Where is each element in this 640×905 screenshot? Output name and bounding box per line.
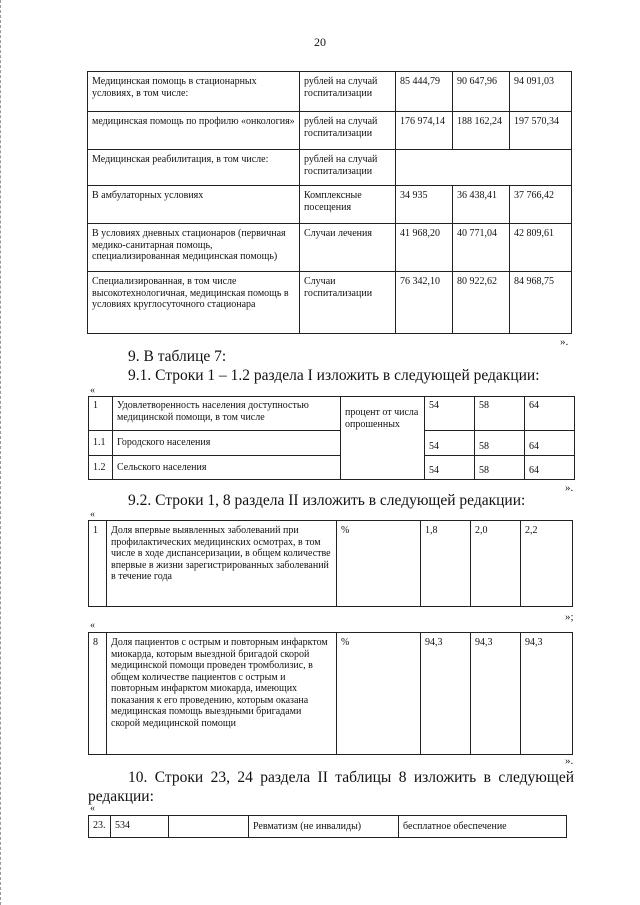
row-number: 1.1 [89, 431, 113, 456]
row-name: В условиях дневных стационаров (первичная медико-санитарная помощь, специализированная медицинская помощь) [88, 224, 300, 272]
value-2020: 36 438,41 [453, 186, 510, 224]
row-name: медицинская помощь по профилю «онкология» [88, 112, 300, 150]
row-name: Медицинская реабилитация, в том числе: [88, 150, 300, 186]
value-2021: 2,2 [521, 521, 573, 607]
value-2021: 84 968,75 [510, 272, 572, 334]
table-row [89, 456, 575, 480]
row-unit: процент от числа опрошенных [341, 397, 425, 480]
value-2020: 80 922,62 [453, 272, 510, 334]
table-row [89, 521, 573, 607]
row-name: Специализированная, в том числе высокотехнологичная, медицинская помощь в условиях круглосуточного стационара [88, 272, 300, 334]
value-2021: 42 809,61 [510, 224, 572, 272]
table-row [89, 431, 575, 456]
row-name: В амбулаторных условиях [88, 186, 300, 224]
value-2020: 94,3 [471, 633, 521, 755]
row-name: Медицинская помощь в стационарных условиях, в том числе: [88, 72, 300, 112]
section-10-table [88, 815, 567, 838]
value-2020: 90 647,96 [453, 72, 510, 112]
close-quote: »; [565, 611, 574, 623]
table-row [88, 224, 572, 272]
value-2019: 76 342,10 [396, 272, 453, 334]
table-row [89, 816, 567, 838]
open-quote: « [90, 509, 95, 520]
value-2020: 40 771,04 [453, 224, 510, 272]
table-row [89, 397, 575, 431]
value-empty [396, 150, 572, 186]
section-9-2-heading: 9.2. Строки 1, 8 раздела II изложить в следующей редакции: [128, 492, 526, 509]
row-unit: Случаи лечения [300, 224, 396, 272]
row-code: 534 [111, 816, 169, 838]
open-quote: « [90, 385, 95, 396]
table-row [88, 72, 572, 112]
row-name: Доля пациентов с острым и повторным инфарктом миокарда, которым выездной бригадой скорой медицинской помощи проведен тромболизис, в общем количестве пациентов с острым и повторным инфарктом миокарда, имеющих показания к его проведению, которым оказана медицинская помощь выездными бригадами скорой медицинской помощи [107, 633, 337, 755]
value-2020: 188 162,24 [453, 112, 510, 150]
value-2021: 94,3 [521, 633, 573, 755]
row-name: Доля впервые выявленных заболеваний при профилактических медицинских осмотрах, в том числе в ходе диспансеризации, в общем количестве впервые в жизни зарегистрированных заболеваний в течение года [107, 521, 337, 607]
value-2019: 54 [425, 456, 475, 480]
row-unit: % [337, 521, 421, 607]
open-quote: « [90, 803, 95, 814]
row-name: Городского населения [113, 431, 341, 456]
table-row [88, 186, 572, 224]
close-quote: ». [565, 755, 574, 767]
satisfaction-table [88, 396, 575, 480]
row-8-table [88, 632, 573, 755]
value-2021: 94 091,03 [510, 72, 572, 112]
value-2019: 34 935 [396, 186, 453, 224]
row-name: Сельского населения [113, 456, 341, 480]
row-unit: Случаи госпитализации [300, 272, 396, 334]
row-name: Удовлетворенность населения доступностью медицинской помощи, в том числе [113, 397, 341, 431]
value-2020: 58 [475, 431, 525, 456]
table-row [88, 112, 572, 150]
value-2019: 94,3 [421, 633, 471, 755]
table-row [89, 633, 573, 755]
row-number: 23. [89, 816, 111, 838]
row-name: Ревматизм (не инвалиды) [249, 816, 399, 838]
row-unit: рублей на случай госпитализации [300, 112, 396, 150]
row-number: 8 [89, 633, 107, 755]
close-quote: ». [565, 482, 574, 494]
open-quote: « [90, 620, 95, 631]
page-number: 20 [314, 35, 326, 49]
value-2020: 58 [475, 397, 525, 431]
value-2019: 41 968,20 [396, 224, 453, 272]
value-2019: 85 444,79 [396, 72, 453, 112]
row-unit: % [337, 633, 421, 755]
row-unit: Комплексные посещения [300, 186, 396, 224]
cost-table [87, 71, 572, 334]
scan-edge [0, 0, 4, 905]
value-2019: 1,8 [421, 521, 471, 607]
row-number: 1 [89, 521, 107, 607]
row-blank [169, 816, 249, 838]
value-2021: 64 [525, 456, 575, 480]
value-2021: 37 766,42 [510, 186, 572, 224]
close-quote: ». [560, 336, 569, 348]
section-9-1-heading: 9.1. Строки 1 – 1.2 раздела I изложить в следующей редакции: [128, 367, 540, 384]
value-2020: 58 [475, 456, 525, 480]
row-number: 1 [89, 397, 113, 431]
value-2021: 64 [525, 397, 575, 431]
value-2021: 64 [525, 431, 575, 456]
value-2019: 54 [425, 431, 475, 456]
row-provision: бесплатное обеспечение [399, 816, 567, 838]
section-10-heading: 10. Строки 23, 24 раздела II таблицы 8 изложить в следующей редакции: [88, 769, 574, 805]
value-2021: 197 570,34 [510, 112, 572, 150]
row-unit: рублей на случай госпитализации [300, 150, 396, 186]
section-9-heading: 9. В таблице 7: [128, 348, 227, 365]
row-number: 1.2 [89, 456, 113, 480]
table-row [88, 150, 572, 186]
value-2019: 54 [425, 397, 475, 431]
value-2020: 2,0 [471, 521, 521, 607]
table-row [88, 272, 572, 334]
row-1-table [88, 520, 573, 607]
row-unit: рублей на случай госпитализации [300, 72, 396, 112]
value-2019: 176 974,14 [396, 112, 453, 150]
